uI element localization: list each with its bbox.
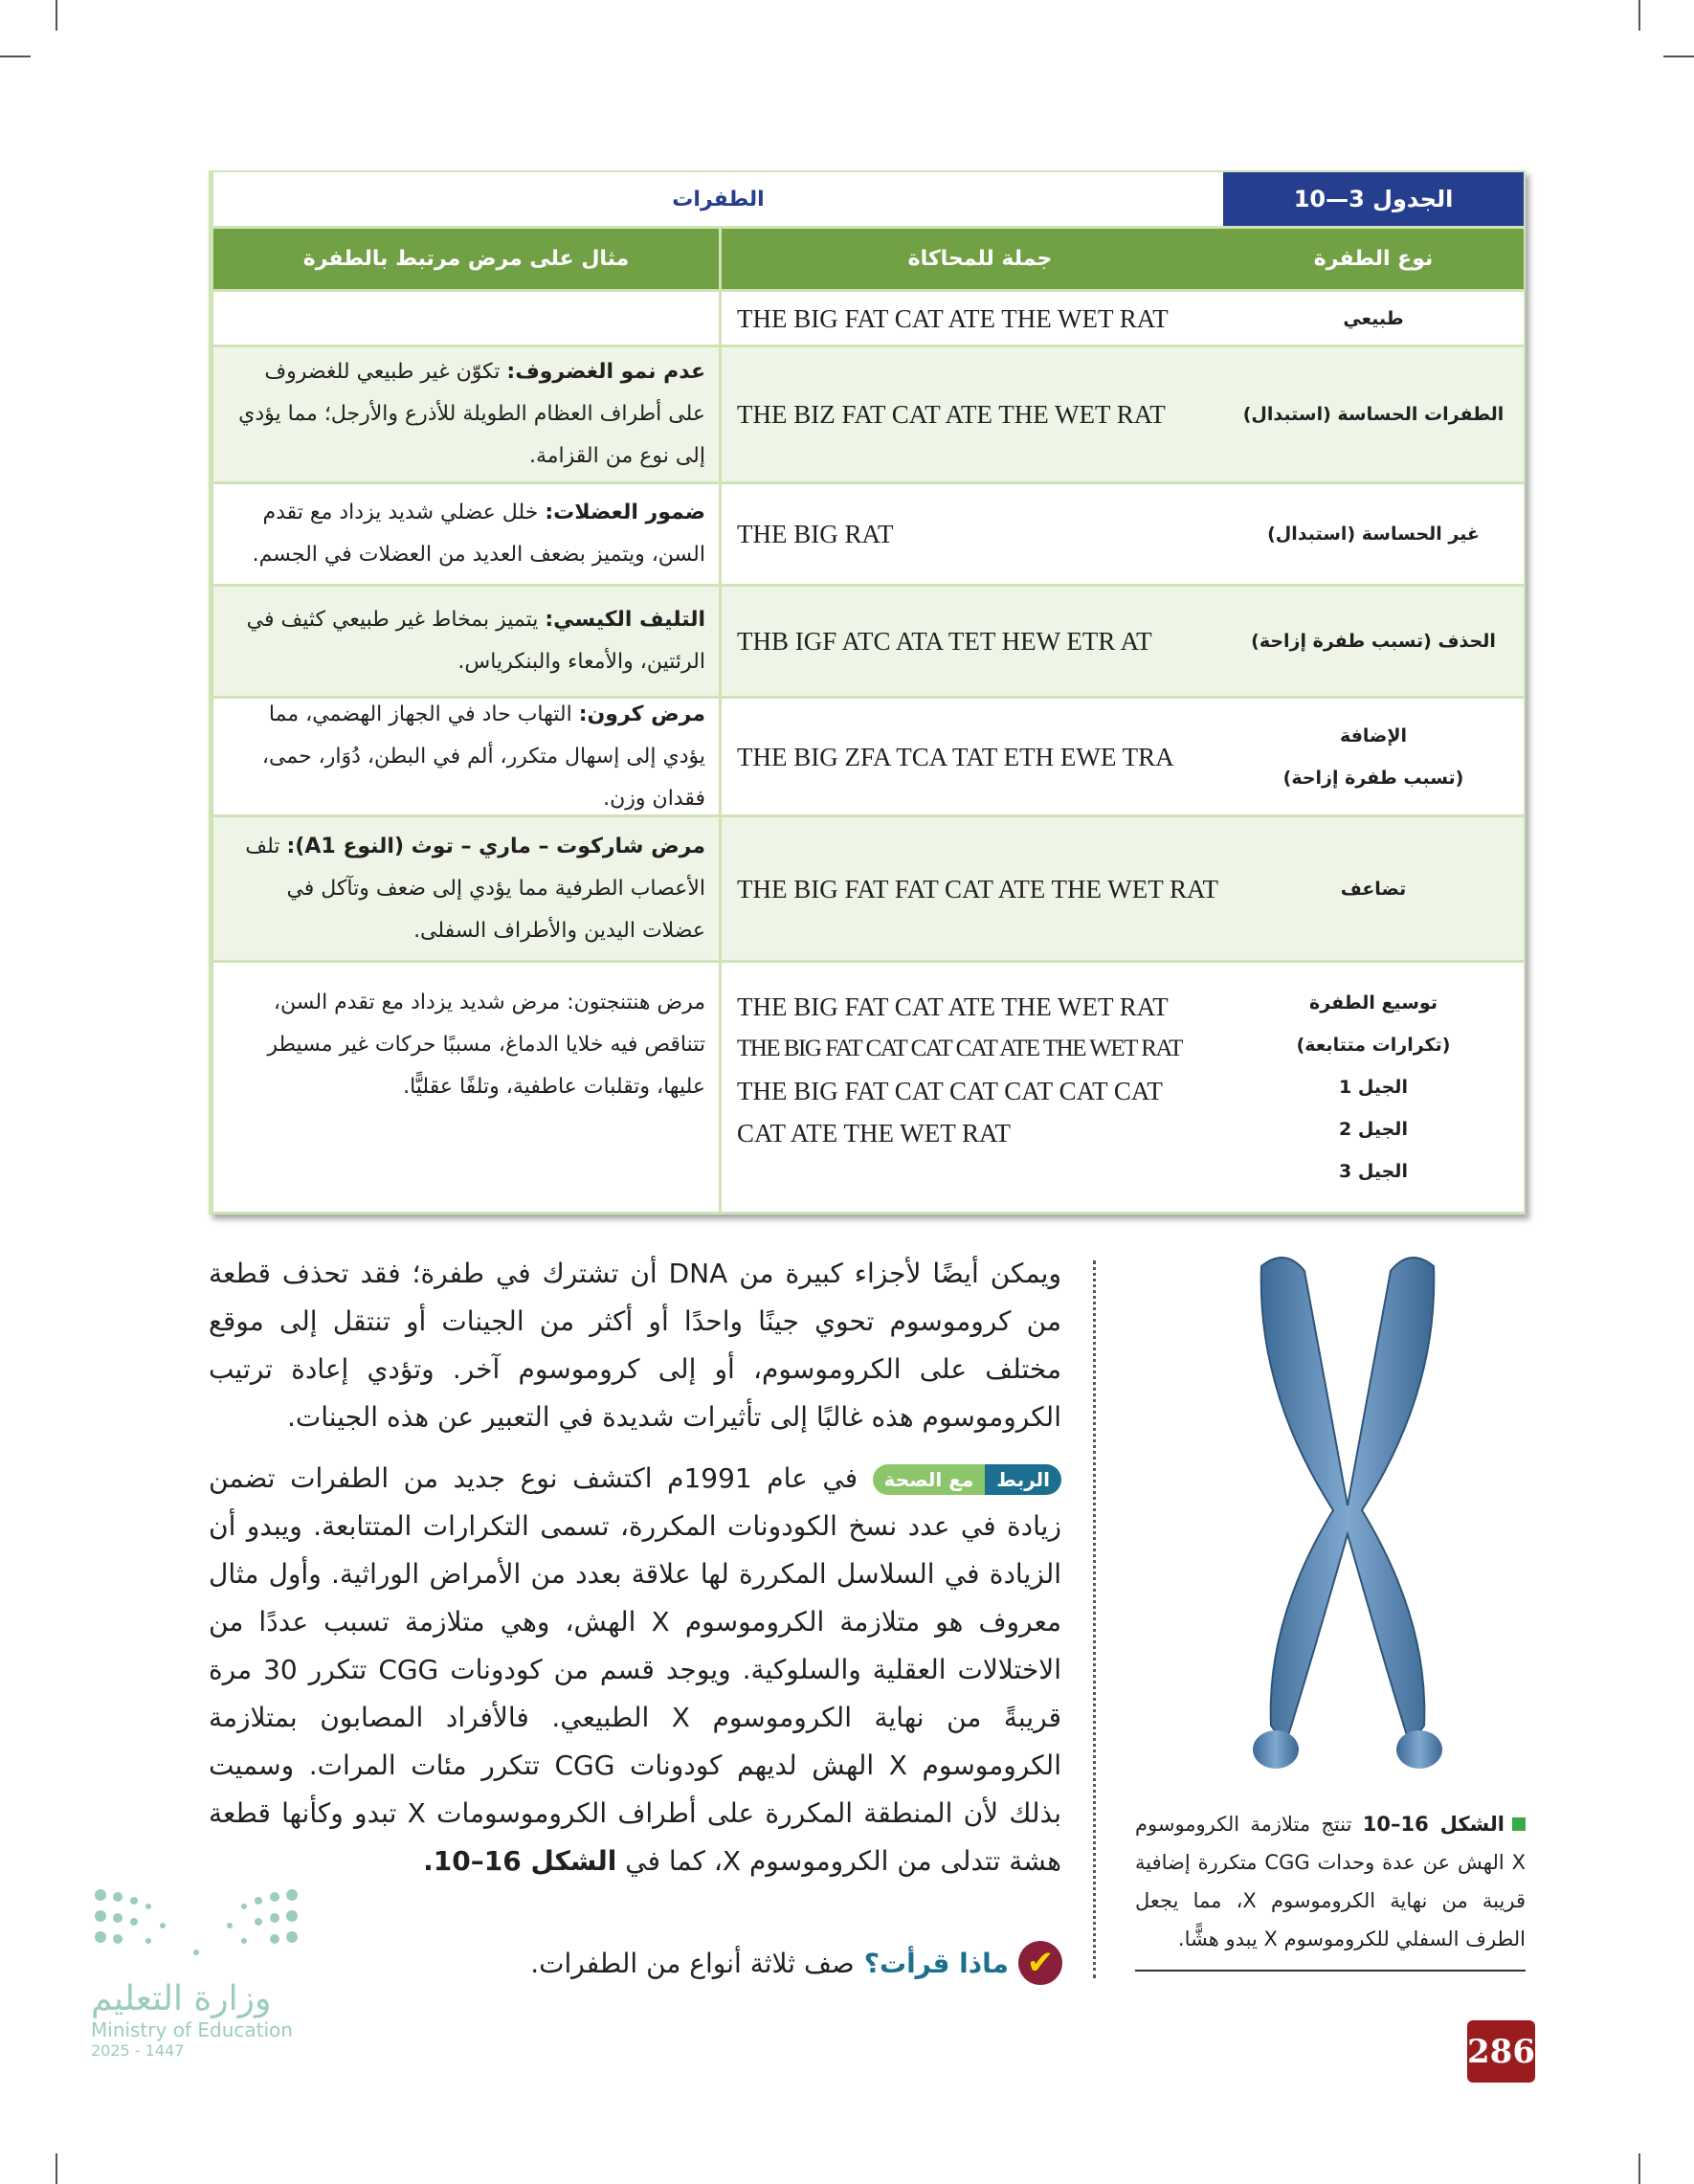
sentence-cell: [719, 699, 1223, 814]
logo-year: 2025 - 1447: [91, 2041, 185, 2060]
table-row: [211, 484, 1524, 587]
disease-name: مرض كرون:: [578, 702, 705, 726]
figure-reference: الشكل 16–10.: [423, 1845, 617, 1877]
mutations-table: [209, 170, 1526, 1215]
mutation-type-cell: [1223, 484, 1524, 584]
disease-name: عدم نمو الغضروف:: [506, 360, 705, 384]
disease-example-cell: [211, 699, 719, 814]
logo-arabic: وزارة التعليم: [91, 1979, 272, 2018]
ministry-logo: [91, 1885, 311, 2060]
disease-name: مرض شاركوت – ماري – توث (النوع A1):: [286, 834, 705, 858]
bullet-square-icon: [1512, 1817, 1526, 1831]
disease-description: خلل عضلي شديد يزداد مع تقدم السن، ويتميز بضعف العديد من العضلات في الجسم.: [252, 501, 705, 567]
question-label: ماذا قرأت؟: [863, 1947, 1009, 1979]
model-sentence: THE BIG FAT CAT ATE THE WET RAT: [737, 303, 1169, 333]
sentence-cell: [719, 347, 1223, 481]
mutation-type-cell: [1223, 347, 1524, 481]
mutation-type: (تكرارات متتابعة): [1296, 1035, 1451, 1056]
mutation-type: الإضافة: [1339, 724, 1408, 747]
mutation-type: غير الحساسة (استبدال): [1267, 524, 1480, 545]
sentence-cell: [719, 817, 1223, 960]
paragraph-text: في عام 1991م اكتشف نوع جديد من الطفرات تضمن زيادة في عدد نسخ الكودونات المكررة، تسمى التكرارات المتتابعة. ويبدو أن الزيادة في السلاسل المكررة لها علاقة بعدد من الأمراض الوراثية. وأول مثال معروف هو متلازمة الكروموسوم X الهش، وهي متلازمة تسبب عددًا من الاختلالات العقلية والسلوكية. ويوجد قسم من كودونات CGG تتكرر 30 مرة قريبةً من نهاية الكروموسوم X الطبيعي. فالأفراد المصابون بمتلازمة الكروموسوم X الهش لديهم كودونات CGG تتكرر مئات المرات. وسميت بذلك لأن المنطقة المكررة على أطراف الكروموسومات X تبدو وكأنها قطعة هشة تتدلى من الكروموسوم X، كما في: [209, 1462, 1061, 1877]
disease-example-cell: [211, 963, 719, 1212]
table-row: [211, 347, 1524, 484]
table-group-header: الطفرات: [211, 172, 1223, 226]
model-sentence: THE BIG RAT: [737, 520, 894, 548]
model-sentence: THE BIG FAT FAT CAT ATE THE WET RAT: [737, 874, 1219, 903]
body-text: [209, 1250, 1061, 1899]
column-header-example: مثال على مرض مرتبط بالطفرة: [211, 229, 719, 289]
model-sentence: CAT ATE THE WET RAT: [737, 1119, 1012, 1148]
column-divider: [1093, 1260, 1096, 1978]
table-row: [211, 963, 1524, 1215]
mutation-type: الجيل 3: [1339, 1161, 1408, 1182]
reading-check: [530, 1941, 1062, 1985]
disease-example-cell: [211, 587, 719, 696]
table-row: [211, 587, 1524, 699]
mutation-type: الجيل 2: [1339, 1119, 1408, 1140]
figure-label: الشكل 16–10: [1362, 1813, 1505, 1836]
mutation-type-cell: [1223, 963, 1524, 1212]
disease-description: يتميز بمخاط غير طبيعي كثيف في الرئتين، والأمعاء والبنكرياس.: [246, 608, 705, 674]
table-row: [211, 699, 1524, 817]
column-header-type: نوع الطفرة: [1313, 247, 1434, 271]
mutation-type-cell: [1223, 292, 1524, 345]
paragraph: [209, 1455, 1061, 1885]
badge-sublabel: مع الصحة: [873, 1464, 986, 1495]
sentence-cell: [719, 587, 1223, 696]
table-row: [211, 292, 1524, 347]
table-title: الجدول 3—10: [1223, 172, 1524, 226]
disease-example-cell: [211, 292, 719, 345]
logo-dots-icon: [91, 1885, 301, 1962]
disease-description: التهاب حاد في الجهاز الهضمي، مما يؤدي إلى إسهال متكرر، ألم في البطن، دُوَار، حمى، فقدان وزن.: [261, 702, 705, 811]
caption-text: تنتج متلازمة الكروموسوم X الهش عن عدة وحدات CGG متكررة إضافية قريبة من نهاية الكروموسوم X، مما يجعل الطرف السفلي للكروموسوم X يبدو هشًّا.: [1135, 1813, 1526, 1950]
badge-label: الربط: [985, 1464, 1061, 1495]
disease-example-cell: [211, 347, 719, 481]
logo-english: Ministry of Education: [91, 2018, 293, 2041]
mutation-type-cell: [1223, 587, 1524, 696]
mutation-type-cell: [1223, 817, 1524, 960]
model-sentence: THE BIZ FAT CAT ATE THE WET RAT: [737, 400, 1166, 429]
question-text: صف ثلاثة أنواع من الطفرات.: [530, 1947, 855, 1979]
page-number: 286: [1467, 2020, 1535, 2083]
disease-description: تكوّن غير طبيعي للغضروف على أطراف العظام الطويلة للأذرع والأرجل؛ مما يؤدي إلى نوع من القزامة.: [238, 360, 705, 468]
mutation-type: (تسبب طفرة إزاحة): [1282, 767, 1464, 789]
sentence-cell: [719, 292, 1223, 345]
disease-example-cell: [211, 484, 719, 584]
model-sentence: THE BIG FAT CAT CAT CAT ATE THE WET RAT: [737, 1036, 1182, 1061]
x-chromosome-image: [1233, 1247, 1462, 1778]
disease-description: مرض هنتنجتون: مرض شديد يزداد مع تقدم السن، تتناقص فيه خلايا الدماغ، مسببًا حركات غير مسيطر عليها، وتقلبات عاطفية، وتلفًا عقليًّا.: [267, 991, 705, 1099]
paragraph: ويمكن أيضًا لأجزاء كبيرة من DNA أن تشترك في طفرة؛ فقد تحذف قطعة من كروموسوم تحوي جينًا واحدًا أو أكثر من الجينات أو تنتقل إلى موقع مختلف على الكروموسوم، أو إلى كروموسوم آخر. وتؤدي إعادة ترتيب الكروموسوم هذه غالبًا إلى تأثيرات شديدة في التعبير عن هذه الجينات.: [209, 1258, 1062, 1433]
mutation-type: الحذف (تسبب طفرة إزاحة): [1251, 631, 1496, 652]
disease-name: التليف الكيسي:: [545, 608, 705, 632]
mutation-type-cell: [1223, 699, 1524, 814]
disease-name: ضمور العضلات:: [545, 501, 705, 524]
model-sentence: THE BIG ZFA TCA TAT ETH EWE TRA: [737, 742, 1174, 771]
sentence-cell: [719, 963, 1223, 1212]
model-sentence: THE BIG FAT CAT ATE THE WET RAT: [737, 992, 1169, 1021]
health-connection-badge: [873, 1464, 1061, 1495]
sentence-cell: [719, 484, 1223, 584]
mutation-type: الجيل 1: [1339, 1077, 1408, 1098]
figure-caption: [1135, 1805, 1526, 1972]
table-row: [211, 817, 1524, 963]
model-sentence: THE BIG FAT CAT CAT CAT CAT CAT: [737, 1077, 1163, 1105]
disease-example-cell: [211, 817, 719, 960]
mutation-type: تضاعف: [1340, 878, 1407, 900]
mutation-type: توسيع الطفرة: [1309, 992, 1438, 1014]
mutation-type: الطفرات الحساسة (استبدال): [1242, 404, 1505, 425]
column-header-sentence: جملة للمحاكاة: [719, 229, 1223, 289]
model-sentence: THB IGF ATC ATA TET HEW ETR AT: [737, 627, 1152, 656]
mutation-type: طبيعي: [1343, 307, 1404, 329]
disease-description: تلف الأعصاب الطرفية مما يؤدي إلى ضعف وتآكل في عضلات اليدين والأطراف السفلى.: [245, 834, 705, 943]
checkmark-icon: ✔: [1018, 1941, 1062, 1985]
